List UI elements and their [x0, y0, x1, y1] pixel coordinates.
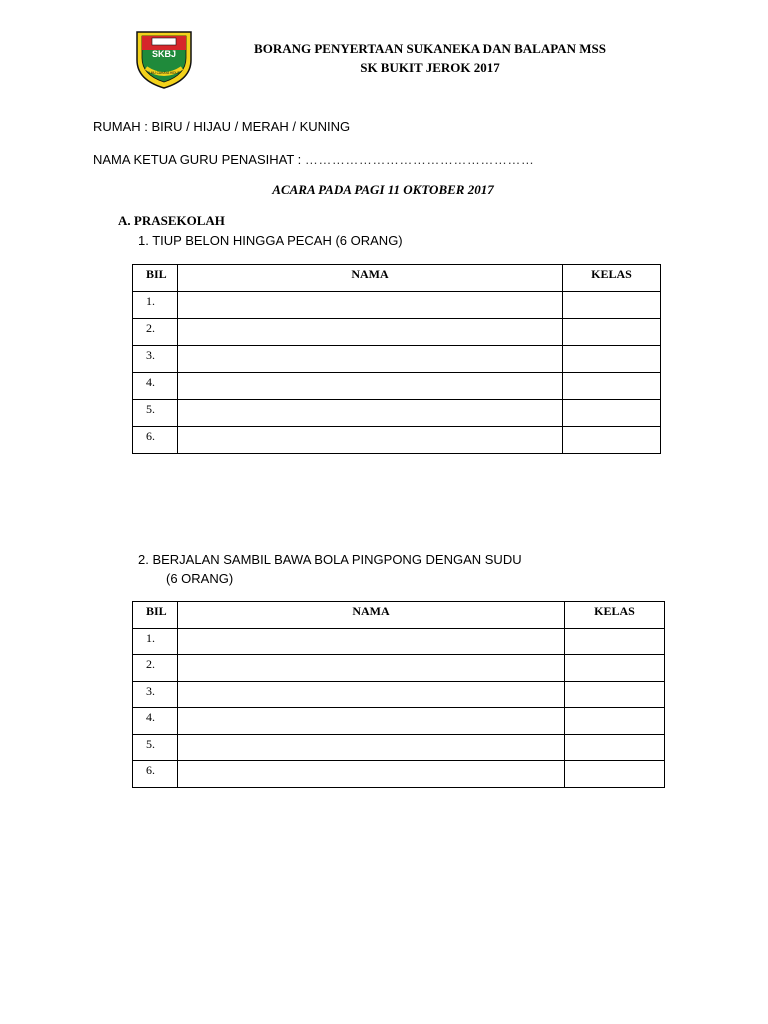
logo-motto: ILMU CAHAYA HIDUP — [148, 71, 180, 75]
table-header-row — [133, 602, 665, 629]
school-crest-logo — [134, 28, 194, 90]
table-row — [133, 400, 661, 427]
table-row — [133, 373, 661, 400]
nama-ketua-label: NAMA KETUA GURU PENASIHAT : — [93, 152, 305, 167]
nama-ketua-blank: …………………………………………… — [304, 152, 535, 167]
nama-cell[interactable] — [178, 708, 565, 735]
kelas-cell[interactable] — [563, 319, 661, 346]
row-number: 3. — [133, 346, 178, 373]
row-number: 4. — [133, 708, 178, 735]
table-header-row — [133, 265, 661, 292]
nama-cell[interactable] — [178, 400, 563, 427]
acara-heading: ACARA PADA PAGI 11 OKTOBER 2017 — [272, 182, 494, 197]
event-2-table — [132, 601, 665, 788]
nama-cell[interactable] — [178, 628, 565, 655]
row-number: 1. — [133, 628, 178, 655]
table-row — [133, 319, 661, 346]
row-number: 2. — [133, 319, 178, 346]
row-number: 6. — [133, 761, 178, 788]
event-2-title-cont: (6 ORANG) — [166, 571, 234, 586]
event-1-title: 1. TIUP BELON HINGGA PECAH (6 ORANG) — [138, 233, 403, 248]
header-bil: BIL — [133, 265, 178, 292]
school-name: SK BUKIT JEROK 2017 — [360, 60, 500, 75]
kelas-cell[interactable] — [565, 681, 665, 708]
kelas-cell[interactable] — [563, 373, 661, 400]
table-row — [133, 427, 661, 454]
table-row — [133, 292, 661, 319]
row-number: 5. — [133, 734, 178, 761]
table-row — [133, 734, 665, 761]
table-row — [133, 761, 665, 788]
kelas-cell[interactable] — [563, 292, 661, 319]
row-number: 1. — [133, 292, 178, 319]
nama-cell[interactable] — [178, 681, 565, 708]
kelas-cell[interactable] — [565, 761, 665, 788]
kelas-cell[interactable] — [565, 628, 665, 655]
row-number: 3. — [133, 681, 178, 708]
rumah-field: RUMAH : BIRU / HIJAU / MERAH / KUNING — [93, 119, 351, 134]
nama-ketua-field — [93, 152, 534, 167]
table-row — [133, 628, 665, 655]
header-bil: BIL — [133, 602, 178, 629]
table-row — [133, 708, 665, 735]
header-nama: NAMA — [178, 265, 563, 292]
row-number: 5. — [133, 400, 178, 427]
kelas-cell[interactable] — [565, 708, 665, 735]
header-kelas: KELAS — [565, 602, 665, 629]
nama-cell[interactable] — [178, 319, 563, 346]
event-2-title: 2. BERJALAN SAMBIL BAWA BOLA PINGPONG DENGAN SUDU — [138, 552, 522, 567]
nama-cell[interactable] — [178, 655, 565, 682]
nama-cell[interactable] — [178, 373, 563, 400]
kelas-cell[interactable] — [563, 400, 661, 427]
section-heading: A. PRASEKOLAH — [118, 213, 225, 228]
header-nama: NAMA — [178, 602, 565, 629]
table-row — [133, 681, 665, 708]
kelas-cell[interactable] — [563, 346, 661, 373]
nama-cell[interactable] — [178, 346, 563, 373]
nama-cell[interactable] — [178, 292, 563, 319]
nama-cell[interactable] — [178, 734, 565, 761]
form-title: BORANG PENYERTAAN SUKANEKA DAN BALAPAN MSS — [254, 41, 606, 56]
row-number: 6. — [133, 427, 178, 454]
kelas-cell[interactable] — [563, 427, 661, 454]
row-number: 4. — [133, 373, 178, 400]
kelas-cell[interactable] — [565, 655, 665, 682]
nama-cell[interactable] — [178, 427, 563, 454]
event-1-table — [132, 264, 661, 454]
table-row — [133, 655, 665, 682]
logo-letters: SKBJ — [151, 49, 177, 59]
nama-cell[interactable] — [178, 761, 565, 788]
table-row — [133, 346, 661, 373]
header-kelas: KELAS — [563, 265, 661, 292]
kelas-cell[interactable] — [565, 734, 665, 761]
row-number: 2. — [133, 655, 178, 682]
